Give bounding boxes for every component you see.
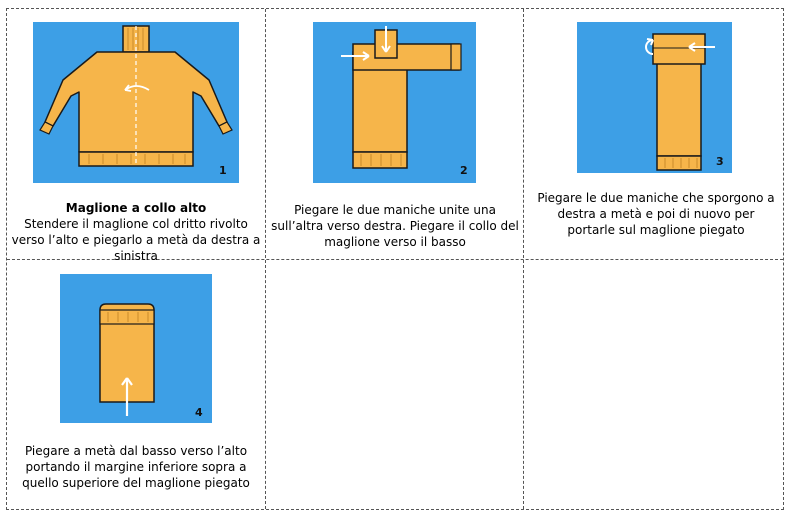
sweater-sleeves-folded-image — [313, 22, 476, 183]
step-title: Maglione a collo alto — [65, 201, 207, 215]
sweater-folded-final-image — [60, 274, 212, 423]
step-2-caption — [270, 202, 520, 250]
step-number: 4 — [195, 406, 203, 419]
step-number: 1 — [219, 164, 227, 177]
step-4-caption — [10, 443, 262, 491]
sweater-flat-image — [33, 22, 239, 183]
step-1-caption — [10, 200, 262, 264]
step-text: Piegare le due maniche unite una sull’altra verso destra. Piegare il collo del maglione verso il basso — [271, 203, 519, 249]
step-text: Piegare a metà dal basso verso l’alto portando il margine inferiore sopra a quello superiore del maglione piegato — [22, 444, 250, 490]
sweater-sleeves-rolled-image — [577, 22, 732, 173]
step-number: 3 — [716, 155, 724, 168]
step-4-illustration — [60, 274, 212, 423]
step-2-illustration — [313, 22, 476, 183]
step-text: Stendere il maglione col dritto rivolto verso l’alto e piegarlo a metà da destra a sinistra — [11, 217, 261, 263]
step-1-illustration — [33, 22, 239, 183]
step-number: 2 — [460, 164, 468, 177]
step-text: Piegare le due maniche che sporgono a destra a metà e poi di nuovo per portarle sul maglione piegato — [537, 191, 775, 237]
step-3-caption — [532, 190, 780, 238]
step-3-illustration — [577, 22, 732, 173]
